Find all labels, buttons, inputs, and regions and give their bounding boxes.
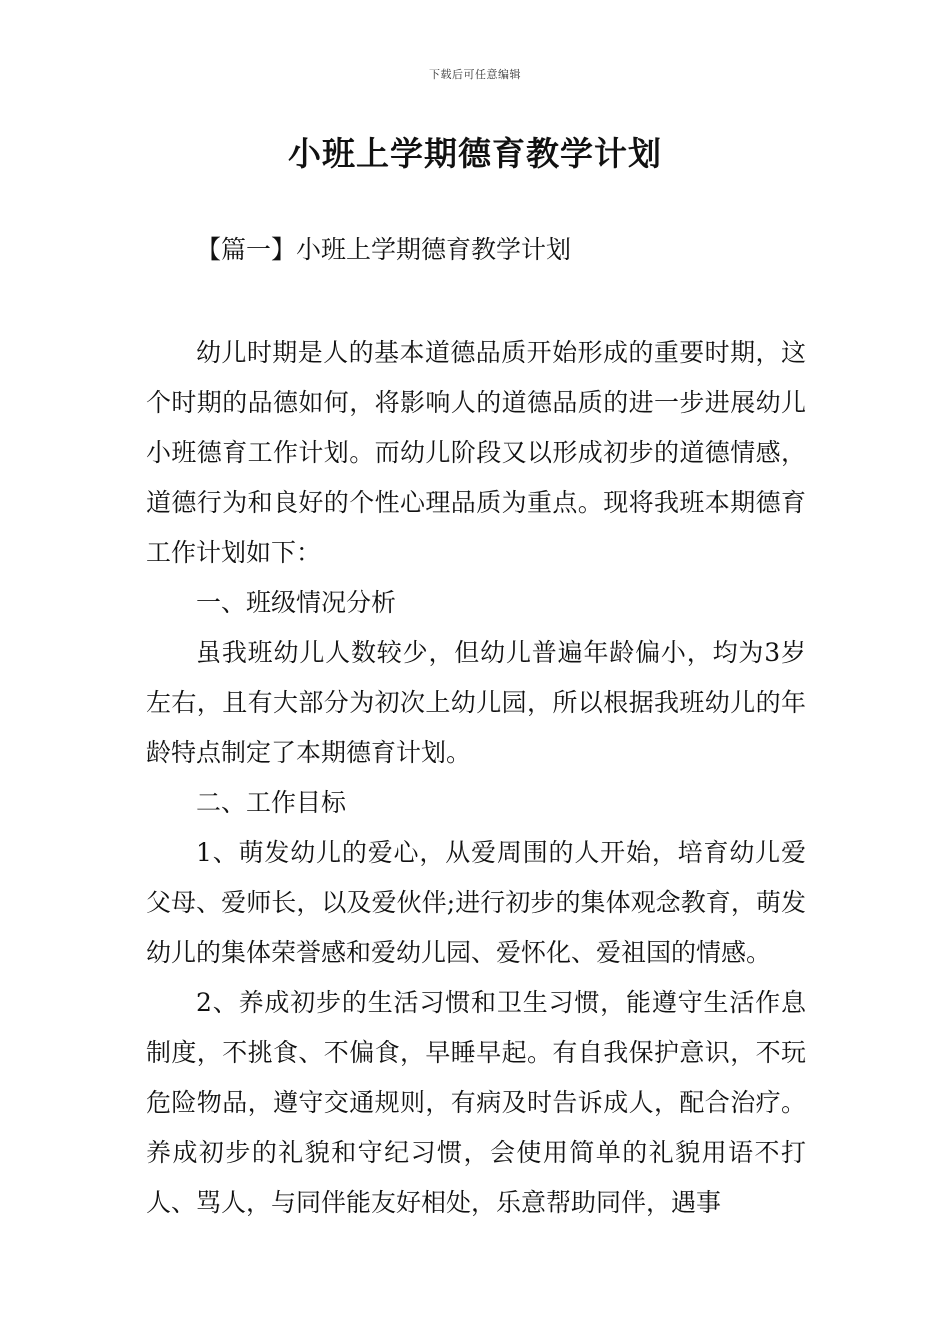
document-title: 小班上学期德育教学计划 xyxy=(288,134,662,173)
paragraph-class-analysis: 虽我班幼儿人数较少，但幼儿普遍年龄偏小，均为3岁左右，且有大部分为初次上幼儿园，所以根据我班幼儿的年龄特点制定了本期德育计划。 xyxy=(146,638,806,767)
paragraph-goal-1: 1、萌发幼儿的爱心，从爱周围的人开始，培育幼儿爱父母、爱师长，以及爱伙伴;进行初步的集体观念教育，萌发幼儿的集体荣誉感和爱幼儿园、爱怀化、爱祖国的情感。 xyxy=(146,838,806,967)
header-note: 下载后可任意编辑 xyxy=(429,68,521,81)
section-title: 【篇一】小班上学期德育教学计划 xyxy=(196,235,572,264)
document-body xyxy=(146,328,806,1228)
paragraph-goal-2: 2、养成初步的生活习惯和卫生习惯，能遵守生活作息制度，不挑食、不偏食，早睡早起。有自我保护意识，不玩危险物品，遵守交通规则，有病及时告诉成人，配合治疗。养成初步的礼貌和守纪习惯，会使用简单的礼貌用语不打人、骂人，与同伴能友好相处，乐意帮助同伴，遇事 xyxy=(146,988,806,1217)
heading-work-goals: 二、工作目标 xyxy=(196,788,347,817)
paragraph-intro: 幼儿时期是人的基本道德品质开始形成的重要时期，这个时期的品德如何，将影响人的道德品质的进一步进展幼儿小班德育工作计划。而幼儿阶段又以形成初步的道德情感，道德行为和良好的个性心理品质为重点。现将我班本期德育工作计划如下： xyxy=(146,338,806,567)
heading-class-analysis: 一、班级情况分析 xyxy=(196,588,397,617)
